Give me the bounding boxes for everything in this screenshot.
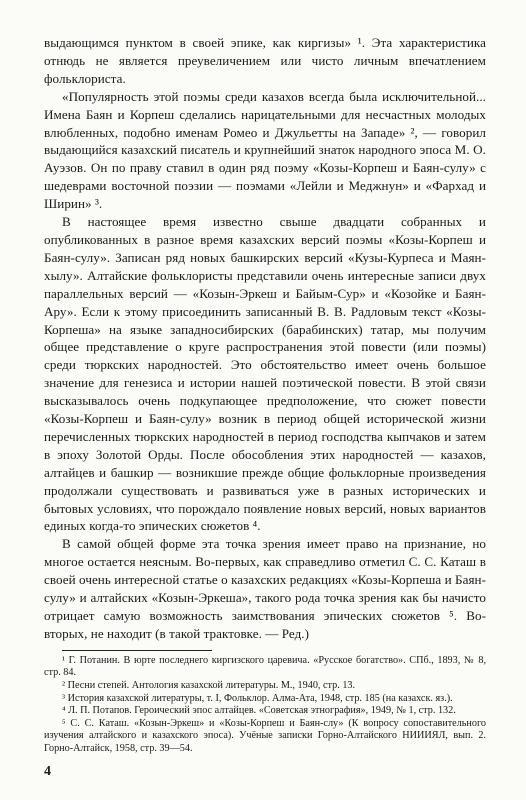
paragraph-4: В самой общей форме эта точка зрения имеет право на признание, но многое остается неясным. Во-первых, как справедливо отметил С. С. Каташ в своей очень интересной статье о казахских редакциях «Козы-Корпеша и Баян-сулу» и алтайских «Козын-Эркеша», такого рода точка зрения как бы начисто отрицает самую возможность заимствования эпических сюжетов ⁵. Во-вторых, не находит (в такой трактовке. — Ред.) (44, 536, 486, 641)
footnote-3: ³ История казахской литературы, т. I, Фольклор. Алма-Ата, 1948, стр. 185 (на казахск. яз.). (62, 692, 453, 704)
paragraph-1: выдающимся пунктом в своей эпике, как киргизы» ¹. Эта характеристика отнюдь не является преувеличением или чисто личным впечатлением фольклориста. (44, 35, 486, 86)
paragraph-3: В настоящее время известно свыше двадцати собранных и опубликованных в разное время казахских версий поэмы «Козы-Корпеш и Баян-сулу». Записан ряд новых башкирских версий «Кузы-Курпеса и Маян-хылу». Алтайские фольклористы представили очень интересные записи двух параллельных версий — «Козын-Эркеш и Байым-Сур» и «Козойке и Баян-Ару». Если к этому присоединить записанный В. В. Радловым текст «Козы-Корпеша» на языке западносибирских (барабинских) татар, мы получим общее представление о круге распространения этой повести (или поэмы) среди тюркских народностей. Это обстоятельство имеет очень большое значение для генезиса и истории нашей поэтической повести. В этой связи высказывалось очень подкупающее предположение, что сюжет повести «Козы-Корпеш и Баян-сулу» возник в период общей исторической жизни перечисленных тюркских народностей в период господства кыпчаков и затем в эпоху Золотой Орды. После обособления этих народностей — казахов, алтайцев и башкир — возникшие прежде общие фольклорные произведения продолжали существовать и развиваться уже в разных исторических и бытовых условиях, что порождало появление новых версий, новых вариантов единых когда-то эпических сюжетов ⁴. (44, 214, 486, 534)
footnote-4: ⁴ Л. П. Потапов. Героический эпос алтайцев. «Советская этнография», 1949, № 1, стр. 132. (62, 705, 456, 717)
paragraph-2: «Популярность этой поэмы среди казахов всегда была исключительной... Имена Баян и Корпеш сделались нарицательными для несчастных молодых влюбленных, подобно именам Ромео и Джульетты на Западе» ², — говорил выдающийся казахский писатель и крупнейший знаток народного эпоса М. О. Ауэзов. Он по праву ставил в один ряд поэму «Козы-Корпеш и Баян-сулу» с шедеврами восточной поэзии — поэмами «Лейли и Меджнун» и «Фархад и Ширин» ³. (44, 88, 486, 212)
footnote-1: ¹ Г. Потанин. В юрте последнего киргизского царевича. «Русское богатство». СПб., 1893, № 8, стр. 84. (44, 654, 486, 679)
page-number: 4 (44, 764, 51, 779)
footnote-2: ² Песни степей. Антология казахской литературы. М., 1940, стр. 13. (62, 680, 356, 691)
footnote-separator (62, 650, 212, 651)
footnote-5: ⁵ С. С. Каташ. «Козын-Эркеш» и «Козы-Корпеш и Баян-слу» (К вопросу сопоставительного изучения алтайского и казахского эпоса). Учёные записки Горно-Алтайского НИИИЯЛ, вып. 2. Горно-Алтайск, 1958, стр. 39—54. (44, 717, 486, 754)
footnotes (44, 655, 486, 756)
main-text (44, 34, 486, 643)
